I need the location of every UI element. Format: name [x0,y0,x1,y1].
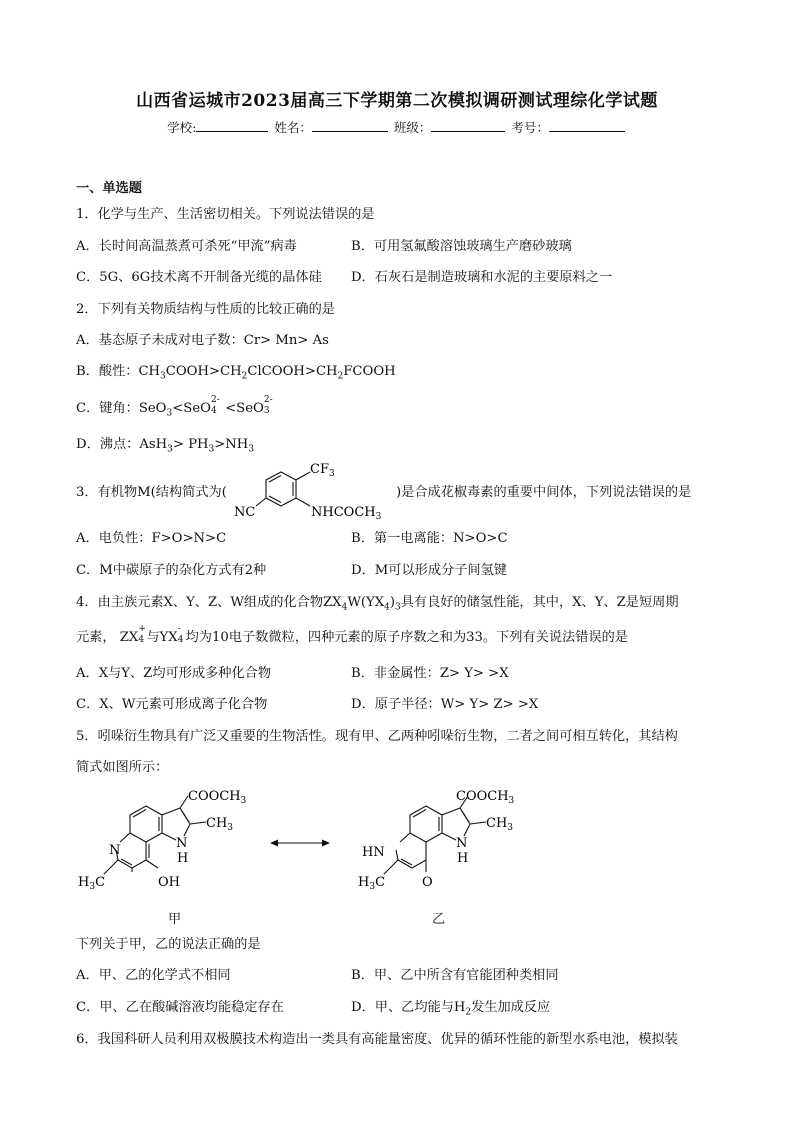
label-yi: 乙 [432,912,446,927]
q2c-text: C．键角：SeO [76,401,167,416]
q4-sub: 4 [384,602,390,613]
section-heading: 一、单选题 [76,181,142,196]
q2b-text: ClCOOH>CH [247,364,338,379]
nh-h-label: H [457,851,469,866]
q2d-text: > PH [172,437,209,452]
nc-label: NC [234,505,256,520]
q2d-text: D．沸点：AsH [76,437,168,452]
q5-option-d[interactable] [351,999,550,1017]
q2b-text: COOH>CH [165,364,242,379]
q2d-sub: 3 [248,444,255,455]
q2b-text: FCOOH [343,364,396,379]
q5-option-c[interactable]: C．甲、乙在酸碱溶液均能稳定存在 [76,1000,284,1015]
ch3-label: $CH_3$ [486,816,514,833]
q2d-sub: 3 [167,444,173,455]
q1-option-a[interactable]: A．长时间高温蒸煮可杀死“甲流”病毒 [76,239,297,254]
benzene-ring-structure [228,458,398,524]
q3-structure [228,458,398,524]
q4-text: 与YX [146,630,178,645]
q2b-text: B．酸性：CH [76,364,161,379]
q2b-sub: 2 [241,371,248,382]
student-info-line [0,118,794,136]
q5-stem-line2: 简式如图所示： [76,760,169,775]
q1-stem: 1．化学与生产、生活密切相关。下列说法错误的是 [76,207,375,222]
q4-text: 4．由主族元素X、Y、Z、W组成的化合物ZX [76,595,342,610]
q2d-sub: 3 [208,444,215,455]
h3c-label: $H_3C$ [358,875,386,892]
q3-stem-suffix: )是合成花椒毒素的重要中间体，下列说法错误的是 [396,485,692,500]
q3-option-a[interactable]: A．电负性：F>O>N>C [76,531,227,546]
school-label: 学校: [167,120,197,135]
exam-no-blank[interactable] [549,118,625,132]
double-arrow-icon [268,835,332,851]
q4-sub: 3 [395,602,401,613]
name-label: 姓名： [274,120,312,135]
q3-option-c[interactable]: C．M中碳原子的杂化方式有2种 [76,563,267,578]
q4-option-a[interactable]: A．X与Y、Z均可形成多种化合物 [76,666,272,681]
q4-option-d[interactable]: D．原子半径：W> Y> Z> >X [351,697,539,712]
interconversion-arrow [268,835,332,851]
nh-n-label: N [456,836,468,851]
q4-text: 具有良好的储氢性能，其中，X、Y、Z是短周期 [400,595,679,610]
hn-label: HN [362,845,385,860]
q1-option-b[interactable]: B．可用氢氟酸溶蚀玻璃生产磨砂玻璃 [351,239,572,254]
q2c-charge: 2- [263,395,273,405]
q4-text: W(YX [347,595,385,610]
indole-structure-yi [356,780,546,900]
q4-stem-line2 [76,624,628,647]
q2c-sub: 3 [263,406,270,416]
q4-charge: - [177,624,181,634]
school-blank[interactable] [196,118,268,132]
q4-text: ) [389,595,395,610]
q2-option-b[interactable] [76,363,396,381]
q2-option-d[interactable] [76,436,254,454]
q5d-sub: 2 [465,1007,472,1018]
q4-sub: 4 [138,635,145,645]
nh-n-label: N [176,836,188,851]
q5d-text: 发生加成反应 [471,1000,551,1015]
structure-yi [356,780,546,900]
indole-structure-jia [76,780,266,900]
o-label: O [422,875,433,890]
nh-h-label: H [177,851,189,866]
q4-sub: 4 [177,635,184,645]
page-title: 山西省运城市2023届高三下学期第二次模拟调研测试理综化学试题 [136,91,658,111]
q2b-sub: 3 [160,371,166,382]
cf3-label: $CF_3$ [310,462,335,479]
cooch3-label: $COOCH_3$ [456,789,515,806]
q3-option-d[interactable]: D．M可以形成分子间氢键 [351,563,507,578]
nhcoch3-label: $NHCOCH_3$ [311,505,382,522]
oh-label: OH [158,875,180,890]
q4-text: 均为10电子数微粒，四种元素的原子序数之和为33。下列有关说法错误的是 [185,630,628,645]
q5-option-a[interactable]: A．甲、乙的化学式不相同 [76,968,231,983]
q5d-text: D．甲、乙均能与H [351,1000,466,1015]
q4-option-b[interactable]: B．非金属性：Z> Y> >X [351,666,509,681]
pyridine-n-label: N [109,843,121,858]
ch3-label: $CH_3$ [206,816,234,833]
q2-stem: 2．下列有关物质结构与性质的比较正确的是 [76,302,335,317]
q4-charge: + [138,624,146,634]
q3-stem-prefix: 3．有机物M(结构简式为( [76,485,227,500]
cooch3-label: $COOCH_3$ [188,789,247,806]
h3c-label: $H_3C$ [78,875,106,892]
q1-option-c[interactable]: C．5G、6G技术离不开制备光缆的晶体硅 [76,270,322,285]
q3-option-b[interactable]: B．第一电离能：N>O>C [351,531,508,546]
name-blank[interactable] [312,118,388,132]
q2b-sub: 2 [337,371,344,382]
q2c-charge: 2- [210,395,220,405]
q2c-sub: 4 [210,406,217,416]
q2c-text: <SeO [220,401,264,416]
q2-option-c[interactable] [76,395,274,419]
q6-stem: 6．我国科研人员利用双极膜技术构造出一类具有高能量密度、优异的循环性能的新型水系电池，模拟装 [76,1032,678,1047]
label-jia: 甲 [168,912,182,927]
q5-stem-line1: 5．吲哚衍生物具有广泛又重要的生物活性。现有甲、乙两种吲哚衍生物，二者之间可相互转化，其结构 [76,729,678,744]
exam-no-label: 考号： [511,120,549,135]
q2c-text: <SeO [172,401,211,416]
q5-option-b[interactable]: B．甲、乙中所含有官能团种类相同 [351,968,559,983]
class-label: 班级： [393,120,432,135]
q2c-sub: 3 [166,408,173,419]
q5-question: 下列关于甲，乙的说法正确的是 [76,937,261,952]
class-blank[interactable] [431,118,505,132]
q1-option-d[interactable]: D．石灰石是制造玻璃和水泥的主要原料之一 [351,270,613,285]
q4-text: 元素， ZX [76,630,139,645]
q2-option-a[interactable]: A．基态原子未成对电子数：Cr> Mn> As [76,333,329,348]
structure-jia [76,780,266,900]
q4-option-c[interactable]: C．X、W元素可形成离子化合物 [76,697,268,712]
q2d-text: >NH [214,437,249,452]
q4-sub: 4 [341,602,348,613]
q4-stem-line1 [76,594,679,612]
